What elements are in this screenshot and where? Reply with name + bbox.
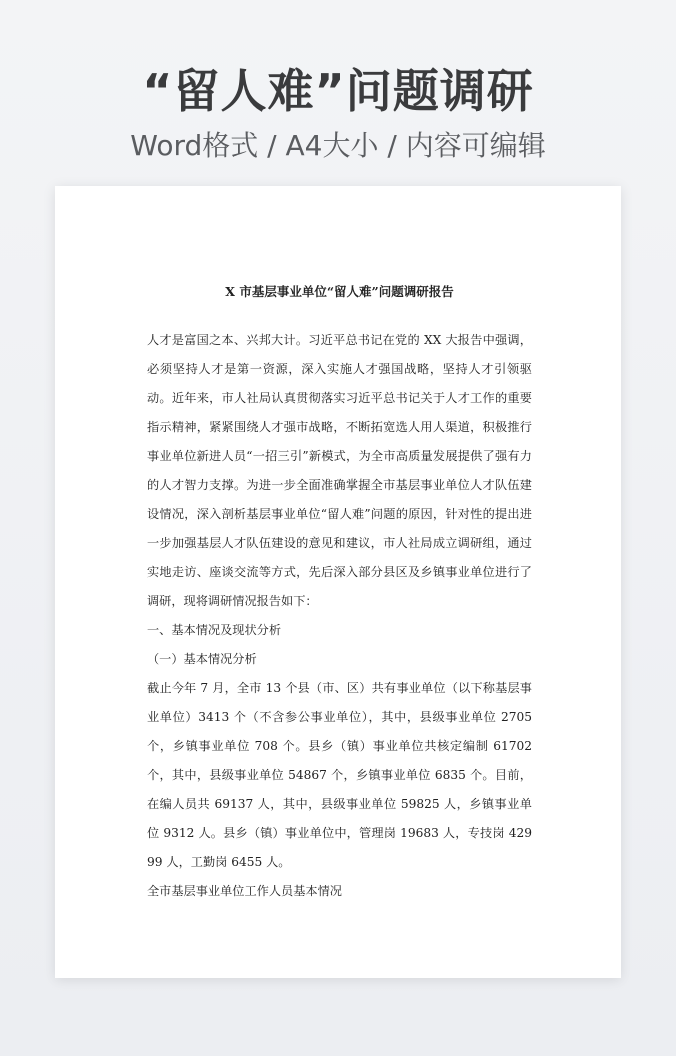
intro-paragraph: 人才是富国之本、兴邦大计。习近平总书记在党的 XX 大报告中强调，必须坚持人才是第一资源，深入实施人才强国战略，坚持人才引领驱动。近年来，市人社局认真贯彻落实习近平总书记关于人才工作的重要指示精神，紧紧围绕人才强市战略，不断拓宽选人用人渠道，积极推行事业单位新进人员“一招三引”新模式，为全市高质量发展提供了强有力的人才智力支撑。为进一步全面准确掌握全市基层事业单位人才队伍建设情况，深入剖析基层事业单位“留人难”问题的原因，针对性的提出进一步加强基层人才队伍建设的意见和建议，市人社局成立调研组，通过实地走访、座谈交流等方式，先后深入部分县区及乡镇事业单位进行了调研，现将调研情况报告如下：	[147, 333, 532, 608]
section-heading: 一、基本情况及现状分析	[147, 623, 282, 637]
statistics-paragraph: 截止今年 7 月，全市 13 个县（市、区）共有事业单位（以下称基层事业单位）3413 个（不含参公事业单位），其中，县级事业单位 2705 个，乡镇事业单位 708 个。县乡（镇）事业单位共核定编制 61702 个，其中，县级事业单位 54867 个，乡镇事业单位 6835 个。目前，在编人员共 69137 人，其中，县级事业单位 59825 人，乡镇事业单位 9312 人。县乡（镇）事业单位中，管理岗 19683 人，专技岗 42999 人，工勤岗 6455 人。	[147, 681, 532, 869]
banner-title: “留人难”问题调研	[142, 64, 534, 118]
document-body	[147, 282, 532, 906]
document-page	[55, 186, 621, 978]
subsection-heading: （一）基本情况分析	[147, 652, 257, 666]
table-caption: 全市基层事业单位工作人员基本情况	[147, 884, 342, 898]
banner-subtitle: Word格式 / A4大小 / 内容可编辑	[130, 129, 546, 162]
document-title: X 市基层事业单位“留人难”问题调研报告	[225, 284, 454, 299]
banner	[0, 60, 676, 166]
